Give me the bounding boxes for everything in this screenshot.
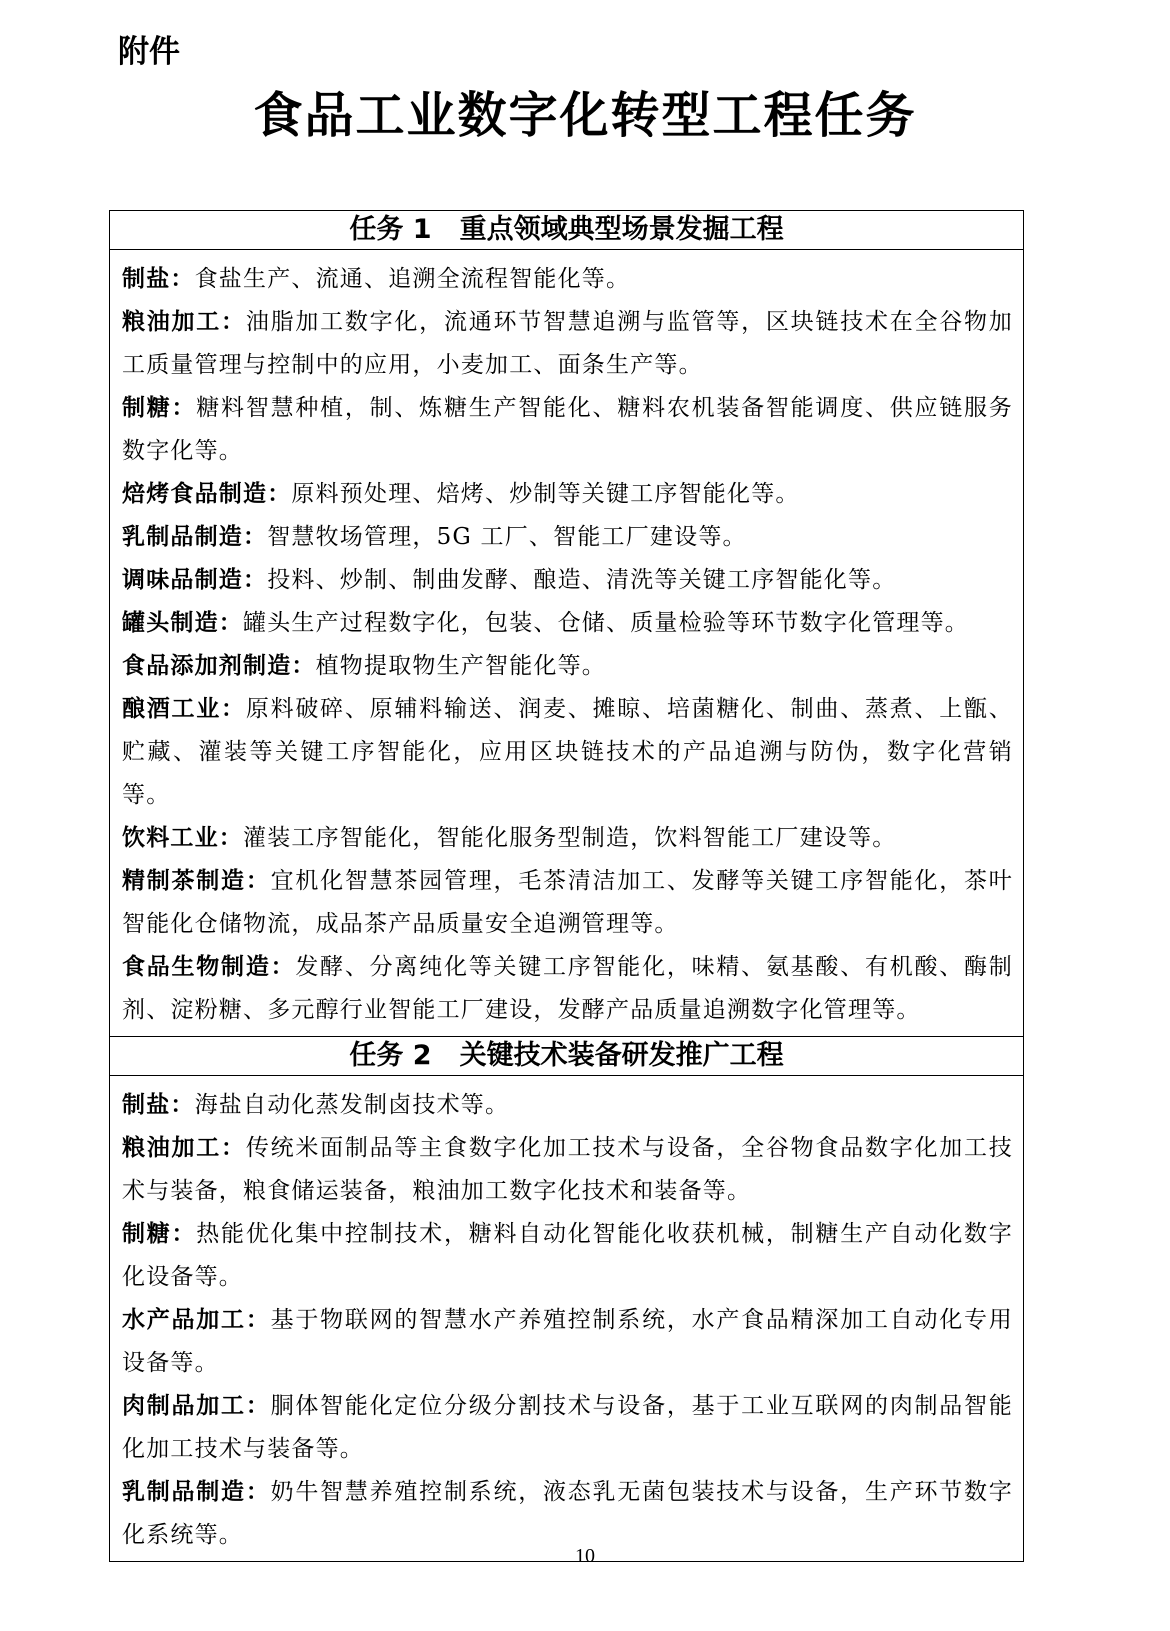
item-label: 食品添加剂制造： [122,653,316,679]
attachment-label: 附件 [118,34,180,70]
task-1-item [122,602,1013,645]
task-2-name: 关键技术装备研发推广工程 [459,1040,784,1071]
item-text: 投料、炒制、制曲发酵、酿造、清洗等关键工序智能化等。 [267,567,897,593]
item-text: 基于物联网的智慧水产养殖控制系统，水产食品精深加工自动化专用设备等。 [122,1307,1013,1376]
item-text: 食盐生产、流通、追溯全流程智能化等。 [194,266,631,292]
task-2-item [122,1127,1013,1213]
item-label: 调味品制造： [122,567,268,593]
task-1-item [122,946,1013,1032]
task-1-number: 任务 1 [349,214,432,245]
task-1-body-row [110,250,1024,1037]
task-1-item [122,817,1013,860]
item-label: 制糖： [122,395,197,421]
task-table [109,210,1024,1562]
item-text: 发酵、分离纯化等关键工序智能化，味精、氨基酸、有机酸、酶制剂、淀粉糖、多元醇行业智能工厂建设，发酵产品质量追溯数字化管理等。 [122,954,1013,1023]
item-text: 智慧牧场管理，5G 工厂、智能工厂建设等。 [267,524,747,550]
task-1-name: 重点领域典型场景发掘工程 [459,214,784,245]
task-1-item [122,688,1013,817]
item-label: 肉制品加工： [122,1393,271,1419]
item-label: 水产品加工： [122,1307,271,1333]
item-label: 乳制品制造： [122,524,268,550]
task-1-item [122,258,1013,301]
item-text: 海盐自动化蒸发制卤技术等。 [194,1092,510,1118]
item-label: 食品生物制造： [122,954,296,980]
task-1-item [122,301,1013,387]
item-label: 精制茶制造： [122,868,271,894]
task-2-header-row [110,1037,1024,1076]
task-1-item [122,559,1013,602]
task-2-item [122,1213,1013,1299]
task-1-item [122,516,1013,559]
task-2-item [122,1299,1013,1385]
item-label: 制盐： [122,266,195,292]
item-text: 糖料智慧种植，制、炼糖生产智能化、糖料农机装备智能调度、供应链服务数字化等。 [122,395,1013,464]
task-1-body [110,250,1024,1037]
task-1-item [122,645,1013,688]
item-label: 罐头制造： [122,610,243,636]
document-title: 食品工业数字化转型工程任务 [253,87,917,144]
item-label: 制盐： [122,1092,195,1118]
item-text: 传统米面制品等主食数字化加工技术与设备，全谷物食品数字化加工技术与装备，粮食储运装备，粮油加工数字化技术和装备等。 [122,1135,1013,1204]
item-text: 宜机化智慧茶园管理，毛茶清洁加工、发酵等关键工序智能化，茶叶智能化仓储物流，成品茶产品质量安全追溯管理等。 [122,868,1013,937]
task-2-header [110,1037,1024,1076]
item-text: 热能优化集中控制技术，糖料自动化智能化收获机械，制糖生产自动化数字化设备等。 [122,1221,1013,1290]
item-label: 饮料工业： [122,825,243,851]
task-2-body [110,1076,1024,1562]
task-1-header [110,211,1024,250]
page-number: 10 [575,1545,595,1567]
item-text: 油脂加工数字化，流通环节智慧追溯与监管等，区块链技术在全谷物加工质量管理与控制中的应用，小麦加工、面条生产等。 [122,309,1013,378]
task-1-header-row [110,211,1024,250]
item-text: 原料破碎、原辅料输送、润麦、摊晾、培菌糖化、制曲、蒸煮、上甑、贮藏、灌装等关键工序智能化，应用区块链技术的产品追溯与防伪，数字化营销等。 [122,696,1013,808]
item-text: 奶牛智慧养殖控制系统，液态乳无菌包装技术与设备，生产环节数字化系统等。 [122,1479,1013,1548]
task-1-item [122,387,1013,473]
item-text: 胴体智能化定位分级分割技术与设备，基于工业互联网的肉制品智能化加工技术与装备等。 [122,1393,1013,1462]
item-text: 灌装工序智能化，智能化服务型制造，饮料智能工厂建设等。 [243,825,897,851]
item-label: 制糖： [122,1221,197,1247]
item-text: 原料预处理、焙烤、炒制等关键工序智能化等。 [291,481,800,507]
item-label: 粮油加工： [122,309,246,335]
task-1-item [122,473,1013,516]
task-2-body-row [110,1076,1024,1562]
task-2-number: 任务 2 [349,1040,432,1071]
item-text: 罐头生产过程数字化，包装、仓储、质量检验等环节数字化管理等。 [243,610,969,636]
item-label: 酿酒工业： [122,696,246,722]
item-label: 粮油加工： [122,1135,246,1161]
item-label: 焙烤食品制造： [122,481,292,507]
item-label: 乳制品制造： [122,1479,271,1505]
task-1-item [122,860,1013,946]
task-2-item [122,1385,1013,1471]
item-text: 植物提取物生产智能化等。 [315,653,607,679]
task-2-item [122,1084,1013,1127]
